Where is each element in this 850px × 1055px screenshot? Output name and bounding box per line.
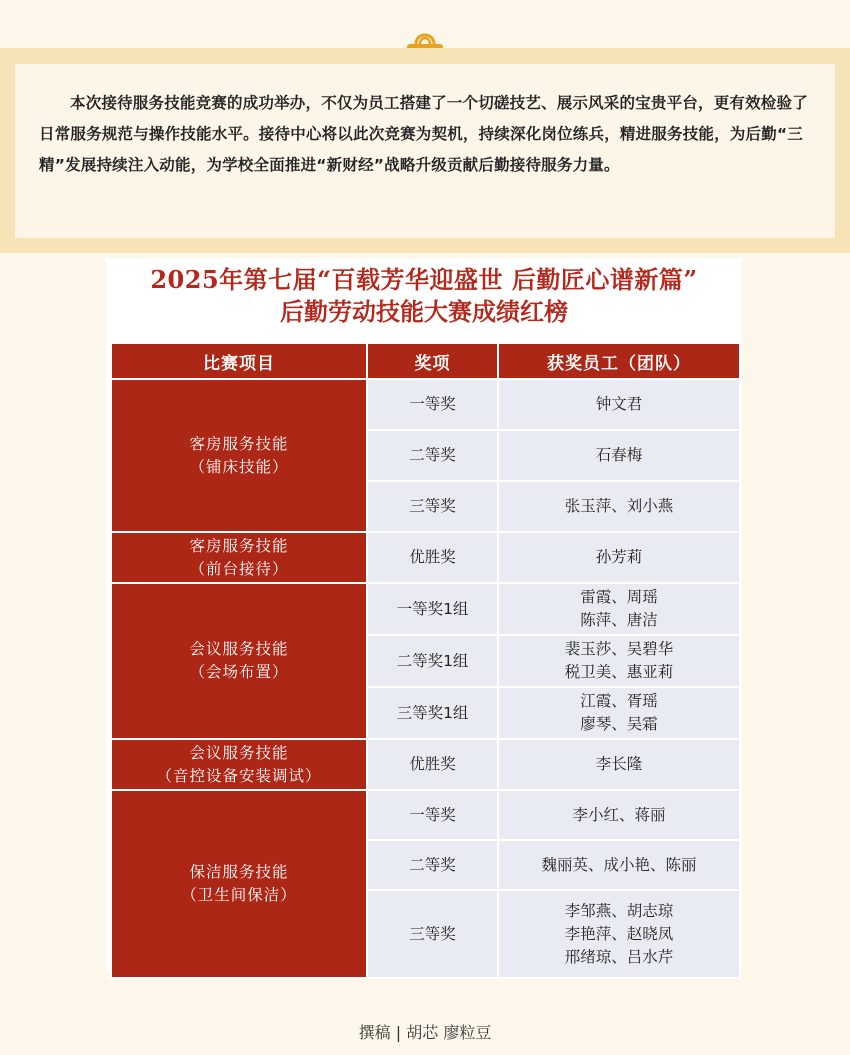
board-title-line2: 后勤劳动技能大赛成绩红榜: [280, 297, 568, 326]
table-row: [111, 739, 740, 790]
winner-cell: [498, 840, 740, 890]
category-cell: [111, 583, 367, 739]
category-name: 保洁服务技能: [189, 863, 289, 881]
board-title-line1: 2025年第七届“百载芳华迎盛世 后勤匠心谱新篇”: [150, 265, 698, 294]
table-row: [111, 379, 740, 430]
honor-board: [106, 258, 742, 970]
prize-cell: 优胜奖: [367, 739, 498, 790]
table-row: [111, 790, 740, 840]
winner-line: 李邹燕、胡志琼: [564, 901, 674, 920]
category-sub: （会场布置）: [189, 663, 289, 681]
prize-cell: 三等奖1组: [367, 687, 498, 739]
note-paragraph: 本次接待服务技能竞赛的成功举办，不仅为员工搭建了一个切磋技艺、展示风采的宝贵平台，更有效检验了日常服务规范与操作技能水平。接待中心将以此次竞赛为契机，持续深化岗位练兵，精进服务技能，为后勤“三精”发展持续注入动能，为学校全面推进“新财经”战略升级贡献后勤接待服务力量。: [39, 94, 808, 174]
category-cell: [111, 532, 367, 583]
winner-line: 税卫美、惠亚莉: [564, 663, 674, 681]
byline: 撰稿 | 胡芯 廖粒豆: [358, 1023, 492, 1042]
winner-line: 魏丽英、成小艳、陈丽: [541, 855, 697, 874]
category-sub: （卫生间保洁）: [181, 886, 297, 904]
winner-cell: [498, 532, 740, 583]
category-cell: [111, 379, 367, 532]
winner-cell: [498, 790, 740, 840]
winner-line: 李艳萍、赵晓凤: [564, 924, 674, 943]
prize-cell: 一等奖: [367, 790, 498, 840]
winner-cell: [498, 430, 740, 481]
winner-cell: [498, 481, 740, 532]
winner-line: 钟文君: [595, 395, 643, 413]
prize-cell: 一等奖: [367, 379, 498, 430]
header-winner: 获奖员工（团队）: [498, 343, 740, 379]
category-sub: （前台接待）: [189, 559, 289, 578]
category-name: 客房服务技能: [189, 434, 289, 453]
header-prize: 奖项: [367, 343, 498, 379]
winner-line: 李长隆: [595, 755, 643, 773]
category-cell: [111, 739, 367, 790]
prize-cell: 二等奖: [367, 840, 498, 890]
header-event: 比赛项目: [111, 343, 367, 379]
winner-line: 陈萍、唐洁: [580, 611, 658, 629]
prize-cell: 二等奖1组: [367, 635, 498, 687]
note-card: [0, 48, 850, 253]
winner-cell: [498, 379, 740, 430]
winner-line: 裴玉莎、吴碧华: [564, 640, 674, 658]
category-sub: （铺床技能）: [189, 457, 289, 476]
category-name: 会议服务技能: [189, 640, 289, 658]
category-cell: [111, 790, 367, 978]
winner-line: 江霞、胥瑶: [580, 692, 658, 710]
category-name: 会议服务技能: [189, 743, 289, 762]
table-header-row: [111, 343, 740, 379]
prize-cell: 二等奖: [367, 430, 498, 481]
winner-cell: [498, 890, 740, 978]
winner-line: 孙芳莉: [595, 548, 643, 566]
winner-cell: [498, 687, 740, 739]
winner-line: 张玉萍、刘小燕: [564, 497, 674, 515]
table-row: [111, 532, 740, 583]
winner-cell: [498, 635, 740, 687]
prize-cell: 一等奖1组: [367, 583, 498, 635]
table-row: [111, 583, 740, 635]
prize-cell: 优胜奖: [367, 532, 498, 583]
prize-cell: 三等奖: [367, 890, 498, 978]
winner-cell: [498, 739, 740, 790]
note-card-inner: [15, 64, 835, 238]
board-title: [106, 264, 742, 328]
winner-line: 廖琴、吴霜: [580, 715, 658, 733]
category-sub: （音控设备安装调试）: [156, 766, 322, 785]
category-name: 客房服务技能: [189, 536, 289, 555]
prize-cell: 三等奖: [367, 481, 498, 532]
winner-line: 雷霞、周瑶: [580, 588, 658, 606]
winner-line: 李小红、蒋丽: [572, 805, 666, 824]
winner-cell: [498, 583, 740, 635]
winner-line: 邢绪琼、吕水芹: [564, 947, 674, 966]
winner-line: 石春梅: [595, 446, 643, 464]
awards-table: [110, 342, 741, 979]
